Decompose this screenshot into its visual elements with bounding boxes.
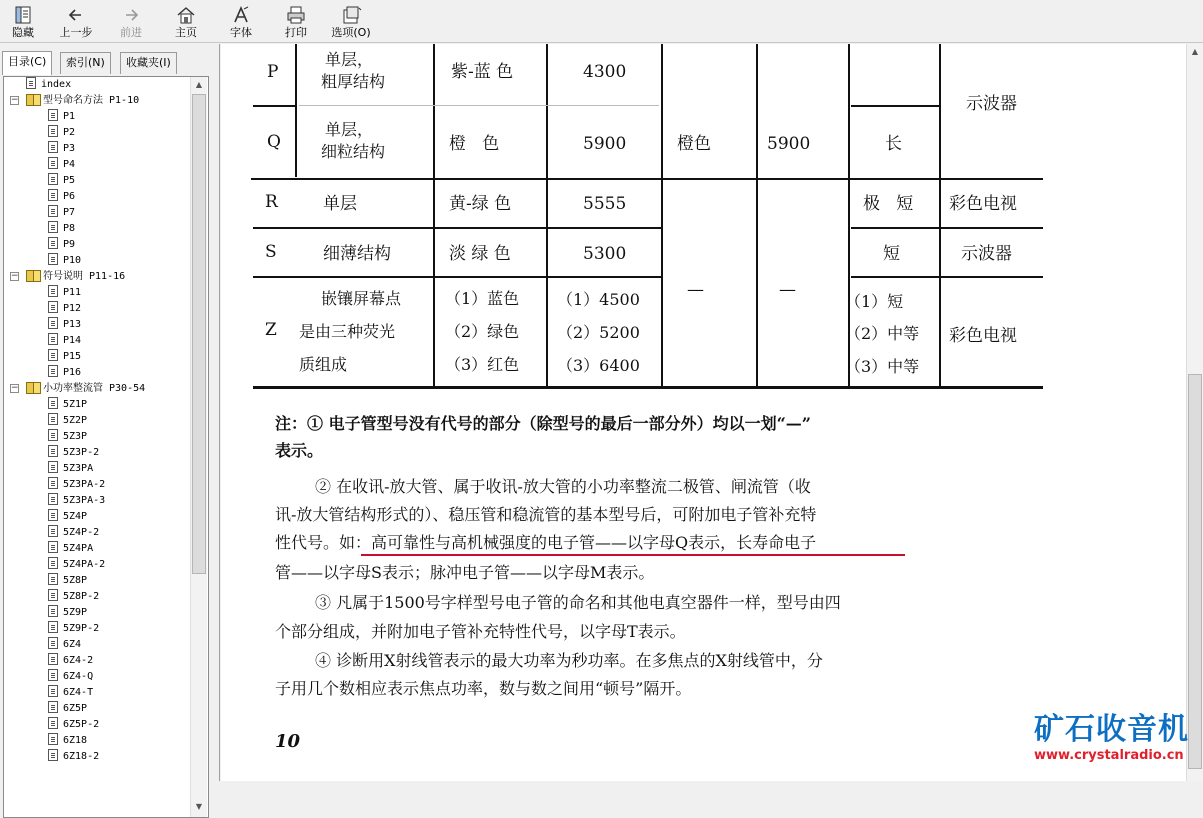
page-icon (48, 365, 58, 377)
page-icon (48, 685, 58, 697)
tree-page[interactable] (48, 669, 93, 685)
wavelength-r: 5555 (583, 194, 627, 214)
use-r: 彩色电视 (949, 194, 1017, 214)
watermark (1034, 712, 1202, 780)
table-rule (756, 44, 758, 386)
tree-label: 6Z5P-2 (63, 719, 100, 730)
note-line-1: 注：① 电子管型号没有代号的部分（除型号的最后一部分外）均以一划“—” (275, 414, 811, 433)
tree-label: 小功率整流管 P30-54 (43, 383, 146, 394)
tree-page[interactable] (48, 445, 99, 461)
tree-scrollbar[interactable] (190, 77, 207, 817)
table-rule (939, 44, 941, 386)
font-button[interactable] (218, 2, 264, 42)
scroll-up-arrow-icon[interactable]: ▲ (195, 80, 203, 89)
code-z: Z (265, 320, 277, 340)
tree-label: 5Z3PA-3 (63, 495, 106, 506)
note-line-5: 性代号。如：高可靠性与高机械强度的电子管——以字母Q表示，长寿命电子 (275, 533, 817, 552)
tree-page[interactable] (48, 493, 105, 509)
page-number: 10 (275, 731, 301, 752)
tree-label: P3 (63, 143, 76, 154)
table-rule (253, 227, 661, 229)
persistence-z-3: （3）中等 (845, 357, 920, 376)
tree-label: 5Z8P-2 (63, 591, 100, 602)
page-icon (48, 237, 58, 249)
back-button-label: 上一步 (59, 26, 93, 39)
page-icon (48, 445, 58, 457)
font-icon (230, 4, 252, 26)
tree-label: 6Z18 (63, 735, 88, 746)
back-arrow-icon (65, 4, 87, 26)
tree-label: 6Z4-Q (63, 671, 94, 682)
tree-label: 5Z8P (63, 575, 88, 586)
page-icon (48, 749, 58, 761)
page-icon (48, 621, 58, 633)
table-rule (251, 178, 1043, 180)
home-button-label: 主页 (175, 26, 197, 39)
tree-label: 5Z3P (63, 431, 88, 442)
tree-page[interactable] (48, 189, 75, 205)
page-icon (48, 109, 58, 121)
table-rule (433, 44, 435, 386)
tree-page[interactable] (48, 317, 81, 333)
print-button[interactable] (273, 2, 319, 42)
page-icon (48, 605, 58, 617)
page-icon (48, 301, 58, 313)
page-icon (48, 413, 58, 425)
tree-page[interactable] (48, 397, 87, 413)
note-line-7: ③ 凡属于1500号字样型号电子管的命名和其他电真空器件一样，型号由四 (315, 593, 841, 612)
tree-label: P2 (63, 127, 76, 138)
pane-splitter[interactable] (213, 44, 220, 781)
home-icon (175, 4, 197, 26)
tree-label: P5 (63, 175, 76, 186)
collapse-toggle-icon[interactable]: − (11, 271, 19, 281)
tree-page[interactable] (48, 605, 87, 621)
page-icon (48, 141, 58, 153)
tree-page[interactable] (48, 333, 81, 349)
tree-page[interactable] (48, 285, 81, 301)
watermark-url: www.crystalradio.cn (1034, 748, 1184, 763)
tree-page[interactable] (48, 349, 81, 365)
page-icon (48, 317, 58, 329)
tree-page[interactable] (48, 749, 99, 765)
afterglow-wavelength-q: 5900 (767, 134, 811, 154)
page-icon (48, 205, 58, 217)
color-q: 橙 色 (449, 134, 500, 154)
code-s: S (265, 242, 277, 262)
document-scrollbar[interactable] (1186, 44, 1203, 781)
tree-page[interactable] (48, 125, 75, 141)
note-line-10: 子用几个数相应表示焦点功率，数与数之间用“顿号”隔开。 (275, 679, 692, 698)
nav-tabs (2, 52, 210, 74)
tree-page[interactable] (48, 589, 99, 605)
tree-book[interactable] (26, 381, 145, 397)
options-icon (340, 4, 362, 26)
note-line-9: ④ 诊断用X射线管表示的最大功率为秒功率。在多焦点的X射线管中，分 (315, 651, 823, 670)
code-q: Q (267, 132, 281, 152)
tree-page[interactable] (48, 541, 93, 557)
persistence-r: 极 短 (863, 194, 914, 214)
tree-label: P12 (63, 303, 82, 314)
use-z: 彩色电视 (949, 326, 1017, 346)
toolbar (0, 0, 1203, 43)
hide-pane-icon (12, 4, 34, 26)
tree-page[interactable] (26, 77, 71, 93)
afterglow-wavelength-rsz: — (779, 280, 796, 300)
use-p-q: 示波器 (966, 94, 1017, 114)
tree-page[interactable] (48, 637, 81, 653)
back-button[interactable] (53, 2, 99, 42)
page-icon (48, 125, 58, 137)
afterglow-color-q: 橙色 (677, 134, 711, 154)
structure-r: 单层 (323, 194, 357, 214)
options-button-label: 选项(O) (331, 26, 371, 39)
tab-index[interactable]: 索引(N) (60, 52, 111, 74)
document-view (221, 44, 1186, 781)
page-icon (48, 733, 58, 745)
navigation-pane (0, 44, 213, 811)
contents-tree (3, 76, 209, 818)
tree-page[interactable] (48, 685, 93, 701)
book-icon (26, 381, 40, 393)
tree-page[interactable] (48, 557, 105, 573)
use-s: 示波器 (961, 244, 1012, 264)
note-line-8: 个部分组成，并附加电子管补充特性代号，以字母T表示。 (275, 622, 686, 641)
tree-page[interactable] (48, 253, 81, 269)
color-z-3: （3）红色 (445, 355, 520, 374)
tree-label: 型号命名方法 P1-10 (43, 95, 140, 106)
page-icon (48, 397, 58, 409)
collapse-toggle-icon[interactable]: − (11, 383, 19, 393)
tree-page[interactable] (48, 237, 75, 253)
page-icon (48, 653, 58, 665)
structure-z-line3: 质组成 (299, 355, 348, 374)
wavelength-z-2: （2）5200 (557, 323, 640, 342)
tree-page[interactable] (48, 477, 105, 493)
tree-label: 6Z4-T (63, 687, 94, 698)
tree-page[interactable] (48, 461, 93, 477)
persistence-z-2: （2）中等 (845, 324, 920, 343)
tree-label: P8 (63, 223, 76, 234)
page-icon (48, 669, 58, 681)
page-icon (48, 461, 58, 473)
tree-page[interactable] (48, 525, 99, 541)
tree-page[interactable] (48, 205, 75, 221)
tree-book[interactable] (26, 93, 139, 109)
print-button-label: 打印 (285, 26, 307, 39)
table-rule (851, 227, 1043, 229)
tree-page[interactable] (48, 109, 75, 125)
table-rule (295, 184, 296, 384)
tree-page[interactable] (48, 221, 75, 237)
note-line-2: 表示。 (275, 441, 324, 460)
page-icon (26, 77, 36, 89)
home-button[interactable] (163, 2, 209, 42)
tree-label: P6 (63, 191, 76, 202)
page-icon (48, 349, 58, 361)
page-icon (48, 493, 58, 505)
tree-label: 5Z4PA-2 (63, 559, 106, 570)
tree-label: P16 (63, 367, 82, 378)
table-rule (546, 44, 548, 386)
tree-label: 5Z9P-2 (63, 623, 100, 634)
forward-button[interactable] (108, 2, 154, 42)
persistence-q: 长 (885, 134, 902, 154)
structure-p-line2: 粗厚结构 (321, 72, 386, 91)
tree-label: 5Z4P (63, 511, 88, 522)
tree-label: 5Z4P-2 (63, 527, 100, 538)
tab-favorites[interactable]: 收藏夹(I) (120, 52, 177, 74)
page-icon (48, 637, 58, 649)
tree-label: P15 (63, 351, 82, 362)
hide-button[interactable] (0, 2, 46, 42)
structure-q-line2: 细粒结构 (321, 142, 386, 161)
tree-label: P14 (63, 335, 82, 346)
tree-label: 6Z4-2 (63, 655, 94, 666)
book-icon (26, 93, 40, 105)
color-p: 紫-蓝 色 (451, 62, 514, 82)
page-icon (48, 701, 58, 713)
structure-z-line1: 嵌镶屏幕点 (321, 289, 402, 308)
collapse-toggle-icon[interactable]: − (11, 95, 19, 105)
wavelength-q: 5900 (583, 134, 627, 154)
tree-label: 5Z3P-2 (63, 447, 100, 458)
structure-s: 细薄结构 (323, 244, 391, 264)
structure-q-line1: 单层， (325, 120, 374, 139)
page-icon (48, 509, 58, 521)
document-scroll-thumb[interactable] (1188, 374, 1202, 769)
tree-book[interactable] (26, 269, 125, 285)
tree-page[interactable] (48, 701, 87, 717)
wavelength-s: 5300 (583, 244, 627, 264)
page-icon (48, 333, 58, 345)
table-rule (299, 105, 659, 106)
code-r: R (265, 192, 278, 212)
wavelength-z-1: （1）4500 (557, 290, 640, 309)
tree-label: 6Z4 (63, 639, 82, 650)
tree-label: 6Z18-2 (63, 751, 100, 762)
forward-arrow-icon (120, 4, 142, 26)
color-z-1: （1）蓝色 (445, 289, 520, 308)
tree-label: 6Z5P (63, 703, 88, 714)
tree-label: 5Z9P (63, 607, 88, 618)
page-icon (48, 541, 58, 553)
wavelength-p: 4300 (583, 62, 627, 82)
page-icon (48, 717, 58, 729)
page-icon (48, 557, 58, 569)
persistence-s: 短 (883, 244, 900, 264)
page-icon (48, 525, 58, 537)
tree-page[interactable] (48, 173, 75, 189)
tree-page[interactable] (48, 413, 87, 429)
table-bottom-rule (253, 386, 1043, 389)
table-rule (851, 276, 1043, 278)
page-icon (48, 221, 58, 233)
tree-page[interactable] (48, 141, 75, 157)
tree-label: P13 (63, 319, 82, 330)
tree-label: P10 (63, 255, 82, 266)
tree-label: 5Z3PA (63, 463, 94, 474)
page-icon (48, 573, 58, 585)
page-icon (48, 173, 58, 185)
page-icon (48, 429, 58, 441)
tree-label: P9 (63, 239, 76, 250)
page-icon (48, 589, 58, 601)
tree-page[interactable] (48, 621, 99, 637)
tree-label: index (41, 79, 72, 90)
tree-label: P7 (63, 207, 76, 218)
structure-p-line1: 单层， (325, 50, 374, 69)
wavelength-z-3: （3）6400 (557, 356, 640, 375)
table-rule (253, 105, 297, 107)
tree-page[interactable] (48, 365, 81, 381)
page-icon (48, 189, 58, 201)
persistence-z-1: （1）短 (845, 292, 904, 311)
tree-page[interactable] (48, 717, 99, 733)
structure-z-line2: 是由三种荧光 (299, 322, 396, 341)
tree-label: 5Z1P (63, 399, 88, 410)
page-icon (48, 285, 58, 297)
note-line-3: ② 在收讯-放大管、属于收讯-放大管的小功率整流二极管、闸流管（收 (315, 477, 811, 496)
tree-label: 符号说明 P11-16 (43, 271, 126, 282)
doc-scroll-up-arrow-icon[interactable]: ▲ (1191, 47, 1199, 56)
page-icon (48, 157, 58, 169)
table-rule (295, 44, 297, 177)
tree-page[interactable] (48, 301, 81, 317)
table-rule (851, 105, 939, 107)
document-page (221, 44, 1186, 781)
hide-button-label: 隐藏 (12, 26, 34, 39)
tab-contents[interactable]: 目录(C) (2, 51, 52, 75)
table-rule (661, 44, 663, 386)
afterglow-color-rsz: — (687, 280, 704, 300)
tree-label: 5Z3PA-2 (63, 479, 106, 490)
watermark-title: 矿石收音机 (1034, 712, 1189, 747)
note-line-4: 讯-放大管结构形式的）、稳压管和稳流管的基本型号后，可附加电子管补充特 (275, 505, 817, 524)
color-s: 淡 绿 色 (449, 244, 511, 264)
tree-label: P11 (63, 287, 82, 298)
color-z-2: （2）绿色 (445, 322, 520, 341)
tree-page[interactable] (48, 653, 93, 669)
note-line-6: 管——以字母S表示；脉冲电子管——以字母M表示。 (275, 563, 655, 582)
tree-page[interactable] (48, 157, 75, 173)
print-icon (285, 4, 307, 26)
tree-page[interactable] (48, 509, 87, 525)
tree-page[interactable] (48, 429, 87, 445)
tree-scroll-thumb[interactable] (192, 94, 206, 574)
red-underline (361, 554, 905, 556)
font-button-label: 字体 (230, 26, 252, 39)
tree-page[interactable] (48, 733, 87, 749)
code-p: P (267, 62, 279, 82)
tree-label: P4 (63, 159, 76, 170)
page-icon (48, 477, 58, 489)
options-button[interactable] (328, 2, 374, 42)
book-icon (26, 269, 40, 281)
scroll-down-arrow-icon[interactable]: ▼ (195, 802, 203, 811)
page-icon (48, 253, 58, 265)
tree-label: 5Z4PA (63, 543, 94, 554)
table-rule (253, 276, 661, 278)
tree-label: P1 (63, 111, 76, 122)
color-r: 黄-绿 色 (449, 194, 512, 214)
forward-button-label: 前进 (120, 26, 142, 39)
tree-page[interactable] (48, 573, 87, 589)
tree-label: 5Z2P (63, 415, 88, 426)
